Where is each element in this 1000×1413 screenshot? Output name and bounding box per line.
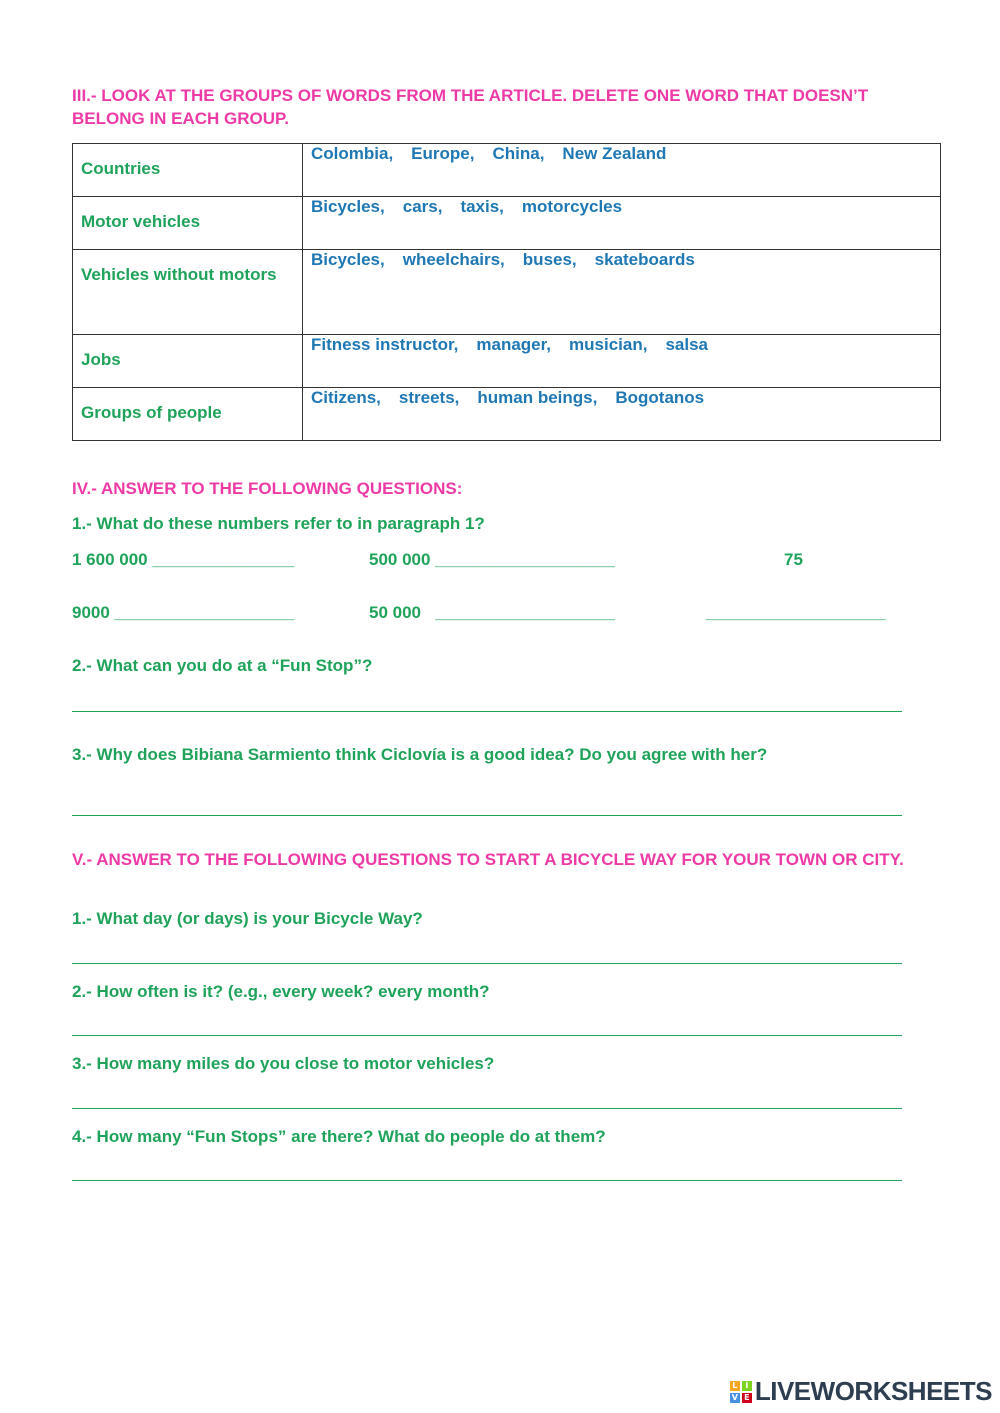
word-option[interactable]: streets,	[398, 388, 460, 407]
answer-line-5-2[interactable]	[72, 1035, 902, 1036]
section-4-title: IV.- ANSWER TO THE FOLLOWING QUESTIONS:	[72, 479, 463, 498]
question-4-2: 2.- What can you do at a “Fun Stop”?	[72, 656, 373, 675]
answer-line-4-3[interactable]	[72, 815, 902, 816]
number-answer-1600000[interactable]: 1 600 000 _______________	[72, 550, 295, 569]
words-cell	[303, 250, 941, 335]
words-cell	[303, 388, 941, 441]
question-4-1: 1.- What do these numbers refer to in paragraph 1?	[72, 514, 485, 533]
number-answer-75[interactable]: ___________________	[706, 603, 886, 622]
word-option[interactable]: musician,	[569, 335, 648, 354]
word-option[interactable]: Bicycles,	[311, 250, 385, 269]
table-row	[73, 388, 941, 441]
word-option[interactable]: cars,	[402, 197, 443, 216]
word-option[interactable]: salsa	[665, 335, 708, 354]
category-cell: Countries	[73, 144, 303, 197]
word-option[interactable]: Colombia,	[311, 144, 394, 163]
question-5-3: 3.- How many miles do you close to motor vehicles?	[72, 1054, 495, 1073]
word-option[interactable]: Citizens,	[311, 388, 381, 407]
logo-block: I	[742, 1381, 752, 1391]
word-option[interactable]: wheelchairs,	[402, 250, 505, 269]
word-option[interactable]: skateboards	[594, 250, 695, 269]
category-cell: Vehicles without motors	[73, 250, 303, 335]
table-row	[73, 335, 941, 388]
liveworksheets-logo	[730, 1376, 992, 1407]
word-option[interactable]: Bicycles,	[311, 197, 385, 216]
answer-line-5-3[interactable]	[72, 1108, 902, 1109]
number-answer-500000[interactable]: 500 000 ___________________	[369, 550, 615, 569]
section-5-title: V.- ANSWER TO THE FOLLOWING QUESTIONS TO START A BICYCLE WAY FOR YOUR TOWN OR CITY.	[72, 850, 904, 869]
word-option[interactable]: China,	[492, 144, 545, 163]
logo-block: L	[730, 1381, 740, 1391]
number-answer-9000[interactable]: 9000 ___________________	[72, 603, 295, 622]
logo-block: E	[742, 1393, 752, 1403]
question-5-4: 4.- How many “Fun Stops” are there? What do people do at them?	[72, 1127, 606, 1146]
answer-line-4-2[interactable]	[72, 711, 902, 712]
question-5-1: 1.- What day (or days) is your Bicycle Way?	[72, 909, 423, 928]
logo-text: LIVEWORKSHEETS	[754, 1376, 992, 1406]
logo-block: V	[731, 1392, 738, 1402]
word-option[interactable]: New Zealand	[562, 144, 667, 163]
question-5-2: 2.- How often is it? (e.g., every week? every month?	[72, 982, 490, 1001]
word-option[interactable]: Fitness instructor,	[311, 335, 459, 354]
section-3-title: III.- LOOK AT THE GROUPS OF WORDS FROM THE ARTICLE. DELETE ONE WORD THAT DOESN’T BELONG IN EACH GROUP.	[72, 86, 869, 128]
word-option[interactable]: Bogotanos	[615, 388, 705, 407]
words-cell	[303, 144, 941, 197]
category-cell: Jobs	[73, 335, 303, 388]
logo-blocks-icon	[730, 1381, 752, 1403]
words-cell	[303, 197, 941, 250]
word-option[interactable]: Europe,	[411, 144, 475, 163]
table-row	[73, 250, 941, 335]
number-answer-50000[interactable]: 50 000 ___________________	[369, 603, 615, 622]
word-option[interactable]: buses,	[522, 250, 577, 269]
question-4-3: 3.- Why does Bibiana Sarmiento think Ciclovía is a good idea? Do you agree with her?	[72, 745, 768, 764]
word-option[interactable]: manager,	[476, 335, 552, 354]
answer-line-5-1[interactable]	[72, 963, 902, 964]
word-option[interactable]: motorcycles	[521, 197, 623, 216]
category-cell: Motor vehicles	[73, 197, 303, 250]
word-groups-table	[72, 143, 941, 441]
table-row	[73, 144, 941, 197]
answer-line-5-4[interactable]	[72, 1180, 902, 1181]
word-option[interactable]: taxis,	[460, 197, 504, 216]
number-label-75: 75	[784, 550, 803, 569]
words-cell	[303, 335, 941, 388]
category-cell: Groups of people	[73, 388, 303, 441]
table-row	[73, 197, 941, 250]
word-option[interactable]: human beings,	[477, 388, 598, 407]
